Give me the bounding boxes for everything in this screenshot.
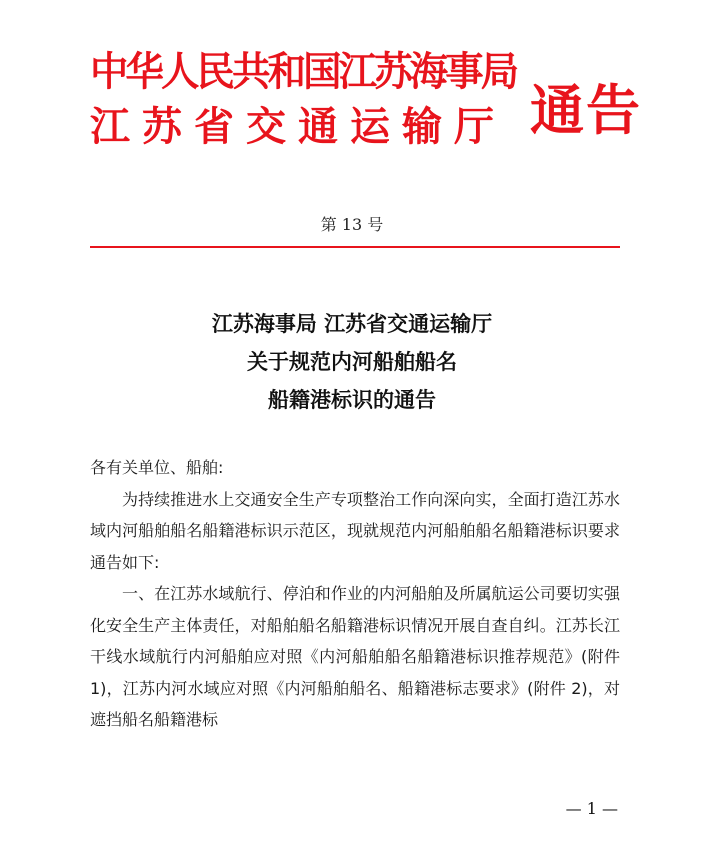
- body-paragraph-2: 一、在江苏水域航行、停泊和作业的内河船舶及所属航运公司要切实强化安全生产主体责任，对船舶船名船籍港标识情况开展自查自纠。江苏长江干线水域航行内河船舶应对照《内河船舶船名船籍港标识推荐规范》(附件 1)，江苏内河水域应对照《内河船舶船名、船籍港标志要求》(附件 2)，对遮挡船名船籍港标: [90, 584, 620, 729]
- header-divider: [90, 246, 620, 248]
- document-header: [90, 40, 642, 150]
- page-number: — 1 —: [565, 799, 618, 818]
- issuer-name-line1: 中华人民共和国江苏海事局: [90, 48, 517, 95]
- title-line-3: 船籍港标识的通告: [268, 387, 436, 412]
- document-body: [90, 452, 620, 736]
- issuer-name-line2: 江苏省交通运输厅: [90, 103, 506, 150]
- title-line-2: 关于规范内河船舶船名: [247, 349, 457, 374]
- document-title: [0, 305, 704, 419]
- body-paragraph-1: 为持续推进水上交通安全生产专项整治工作向深向实，全面打造江苏水域内河船舶船名船籍港标识示范区，现就规范内河船舶船名船籍港标识要求通告如下:: [90, 489, 620, 572]
- title-line-1: 江苏海事局 江苏省交通运输厅: [211, 311, 493, 336]
- document-type: 通告: [530, 78, 642, 142]
- salutation: 各有关单位、船舶:: [90, 458, 224, 477]
- document-number: 第 13 号: [320, 215, 384, 234]
